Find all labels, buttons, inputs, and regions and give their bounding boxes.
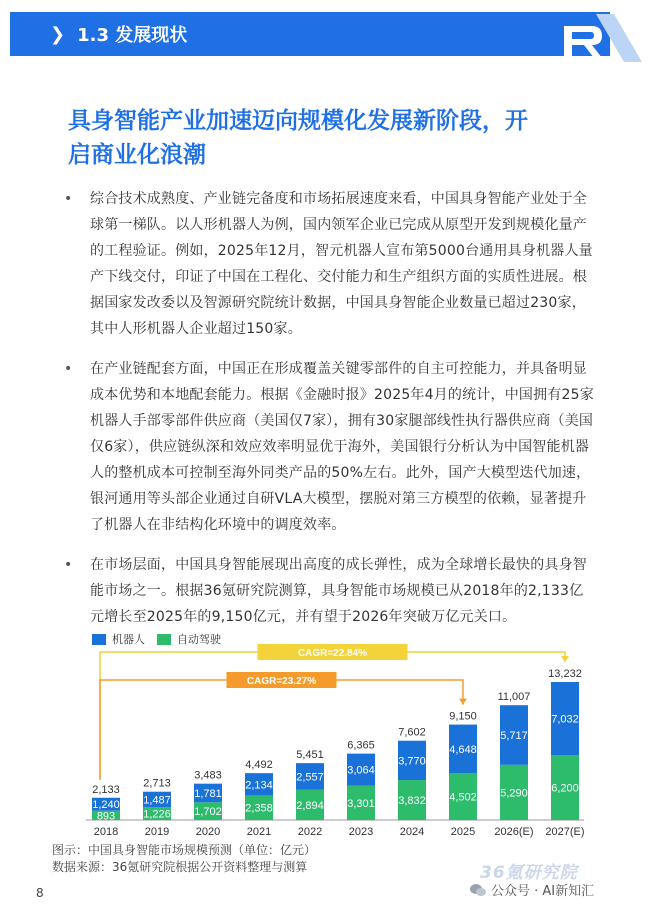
- total-label: 4,492: [245, 759, 273, 772]
- cagr-label: CAGR=22.84%: [297, 648, 368, 659]
- data-label-auto: 2,358: [245, 802, 273, 815]
- data-label-robot: 2,557: [296, 771, 324, 784]
- x-tick-label: 2024: [399, 826, 425, 838]
- data-label-auto: 893: [96, 810, 116, 823]
- data-label-auto: 3,301: [347, 797, 375, 810]
- total-label: 7,602: [398, 726, 426, 739]
- x-tick-label: 2018: [93, 826, 119, 838]
- section-title: 1.3 发展现状: [77, 25, 188, 46]
- total-label: 3,483: [194, 769, 222, 782]
- x-tick-label: 2019: [144, 826, 170, 838]
- data-label-robot: 2,134: [245, 779, 273, 792]
- x-tick-label: 2025: [450, 826, 476, 838]
- total-label: 5,451: [296, 749, 324, 762]
- figure-caption: [52, 842, 316, 876]
- data-label-auto: 6,200: [551, 782, 579, 795]
- total-label: 6,365: [347, 739, 375, 752]
- page-number: 8: [36, 886, 44, 900]
- total-label: 2,713: [143, 777, 171, 790]
- data-label-robot: 1,487: [143, 794, 171, 807]
- chevron-right-icon: ❯: [50, 23, 66, 45]
- legend-label-robot: 机器人: [112, 633, 145, 646]
- market-size-chart: [0, 620, 654, 840]
- data-label-robot: 4,648: [449, 743, 477, 756]
- bullet-dot-icon: •: [64, 361, 73, 377]
- data-label-auto: 2,894: [296, 799, 324, 812]
- x-tick-label: 2020: [195, 826, 221, 838]
- total-label: 13,232: [548, 668, 582, 680]
- brand-logo-icon: [562, 14, 642, 62]
- data-label-auto: 1,702: [194, 806, 222, 819]
- watermark-wechat: [470, 880, 594, 899]
- wechat-icon: [470, 883, 486, 897]
- data-label-auto: 5,290: [500, 787, 528, 800]
- page-title: [68, 104, 608, 172]
- bullet-item: [64, 356, 594, 538]
- section-header-bar: [10, 12, 610, 56]
- cagr-arrow-icon: [459, 699, 467, 705]
- data-label-auto: 4,502: [449, 791, 477, 804]
- data-label-robot: 3,064: [347, 764, 375, 777]
- data-label-robot: 3,770: [398, 755, 426, 768]
- bullet-dot-icon: •: [64, 191, 73, 207]
- data-label-auto: 3,832: [398, 795, 426, 808]
- bullet-text: 在产业链配套方面，中国正在形成覆盖关键零部件的自主可控能力，并具备明显成本优势和本地配套能力。根据《金融时报》2025年4月的统计，中国拥有25家机器人手部零部件供应商（美国仅7家），拥有30家腿部线性执行器供应商（美国仅6家），供应链纵深和效应效率明显优于海外，美国银行分析认为中国智能机器人的整机成本可控制至海外同类产品的50%左右。此外，国产大模型迭代加速，银河通用等头部企业通过自研VLA大模型，摆脱对第三方模型的依赖，显著提升了机器人在非结构化环境中的调度效率。: [90, 361, 594, 533]
- cagr-arrow-icon: [561, 656, 569, 662]
- total-label: 2,133: [92, 783, 120, 796]
- watermark-wechat-text: 公众号 · AI新知汇: [491, 884, 595, 899]
- x-tick-label: 2026(E): [494, 826, 534, 838]
- x-tick-label: 2022: [297, 826, 323, 838]
- total-label: 11,007: [497, 691, 531, 704]
- data-label-robot: 5,717: [500, 730, 528, 743]
- x-tick-label: 2027(E): [545, 826, 585, 838]
- bullet-text: 综合技术成熟度、产业链完备度和市场拓展速度来看，中国具身智能产业处于全球第一梯队。以人形机器人为例，国内领军企业已完成从原型开发到规模化量产的工程验证。例如，2025年12月，智元机器人宣布第5000台通用具身机器人量产下线交付，印证了中国在工程化、交付能力和生产组织方面的实质性进展。根据国家发改委以及智源研究院统计数据，中国具身智能企业数量已超过230家，其中人形机器人企业超过150家。: [90, 191, 593, 337]
- total-label: 9,150: [449, 710, 477, 723]
- page-title-line-1: 具身智能产业加速迈向规模化发展新阶段，开: [68, 108, 528, 134]
- page-title-line-2: 启商业化浪潮: [68, 142, 206, 168]
- data-label-robot: 1,240: [92, 799, 120, 812]
- cagr-label: CAGR=23.27%: [246, 676, 317, 687]
- data-label-robot: 1,781: [194, 787, 222, 800]
- bullet-text: 在市场层面，中国具身智能展现出高度的成长弹性，成为全球增长最快的具身智能市场之一。根据36氪研究院测算，具身智能市场规模已从2018年的2,133亿元增长至2025年的9,150亿元，并有望于2026年突破万亿元关口。: [90, 557, 587, 625]
- x-tick-label: 2023: [348, 826, 374, 838]
- bullet-item: [64, 186, 594, 342]
- data-label-auto: 1,226: [143, 808, 171, 821]
- data-label-robot: 7,032: [551, 713, 579, 726]
- caption-source: 数据来源：36氪研究院根据公开资料整理与测算: [52, 860, 308, 874]
- bullet-dot-icon: •: [64, 557, 73, 573]
- watermark-brand: 36氪研究院: [480, 863, 578, 883]
- legend-label-auto: 自动驾驶: [177, 633, 221, 646]
- bullet-item: [64, 552, 594, 630]
- bullet-list: [64, 186, 594, 644]
- cagr-line: [100, 652, 565, 780]
- caption-title: 图示：中国具身智能市场规模预测（单位：亿元）: [52, 843, 317, 857]
- x-tick-label: 2021: [246, 826, 272, 838]
